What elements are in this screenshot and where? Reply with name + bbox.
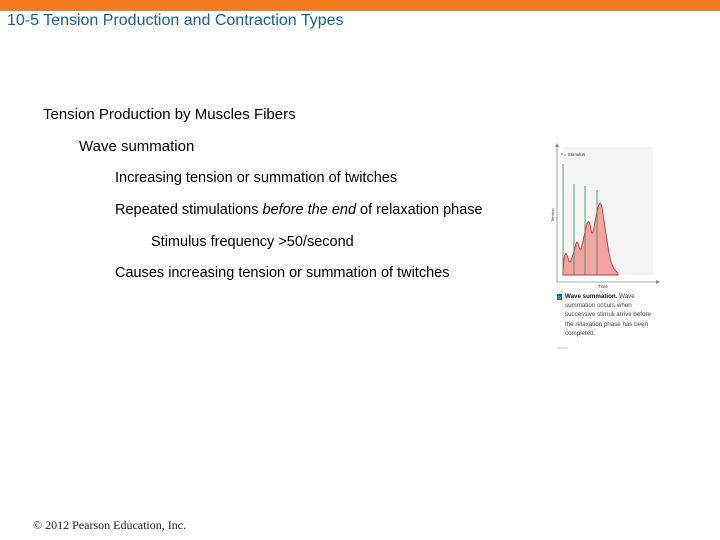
caption-badge-letter: b [558, 294, 561, 300]
figure-caption [565, 292, 655, 338]
bullet-heading: Tension Production by Muscles Fibers [43, 106, 296, 123]
bullet-subheading: Wave summation [79, 138, 195, 155]
header-accent-bar [0, 0, 720, 11]
y-axis-label: Tension [550, 208, 555, 222]
bullet-point-2-end: of relaxation phase [356, 202, 483, 218]
figure-y-arrow [555, 143, 559, 147]
bullet-point-3: Causes increasing tension or summation of twitches [115, 265, 450, 281]
caption-title: Wave summation. [565, 293, 618, 300]
caption-text: Wave summation occurs when successive stimuli arrive before the relaxation phase has been completed. [565, 293, 651, 337]
bullet-point-2-emphasis: before the end [262, 202, 357, 218]
stimulus-legend-label: = Stimulus [564, 152, 586, 157]
bullet-point-2-start: Repeated stimulations [115, 202, 263, 218]
slide-title: 10-5 Tension Production and Contraction Types [7, 12, 344, 29]
bullet-sub-point: Stimulus frequency >50/second [151, 234, 354, 250]
bullet-point-2 [115, 202, 483, 218]
bullet-point-1: Increasing tension or summation of twitches [115, 170, 398, 186]
figure-x-arrow [656, 280, 660, 284]
x-axis-label: Time [598, 284, 608, 289]
copyright-notice: © 2012 Pearson Education, Inc. [33, 518, 187, 532]
